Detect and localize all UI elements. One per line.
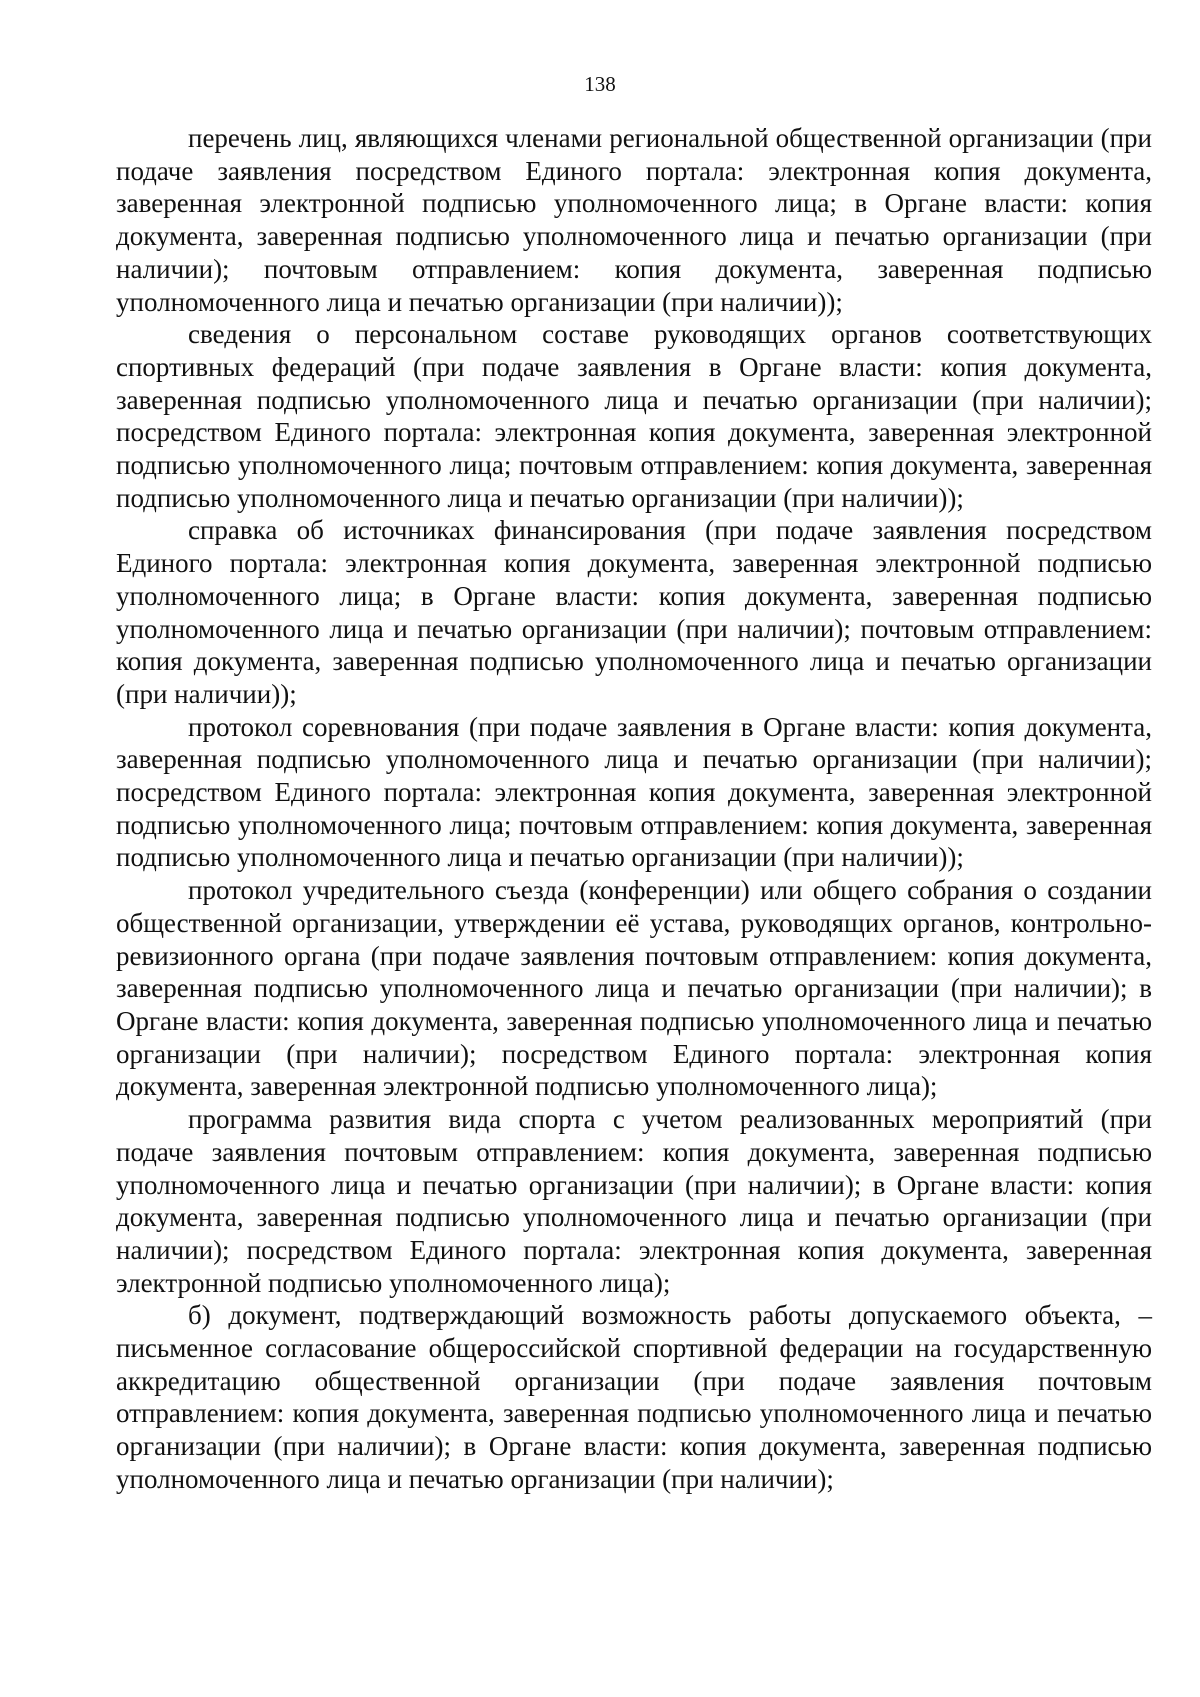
- paragraph-founding-protocol: протокол учредительного съезда (конференции) или общего собрания о создании общественной организации, утверждении её устава, руководящих органов, контрольно-ревизионного органа (при подаче заявления почтовым отправлением: копия документа, заверенная подписью уполномоченного лица и печатью организации (при наличии); в Органе власти: копия документа, заверенная подписью уполномоченного лица и печатью организации (при наличии); посредством Единого портала: электронная копия документа, заверенная электронной подписью уполномоченного лица);: [116, 875, 1152, 1102]
- paragraph-competition-protocol: протокол соревнования (при подаче заявления в Органе власти: копия документа, заверенная подписью уполномоченного лица и печатью организации (при наличии); посредством Единого портала: электронная копия документа, заверенная электронной подписью уполномоченного лица; почтовым отправлением: копия документа, заверенная подписью уполномоченного лица и печатью организации (при наличии));: [116, 711, 1152, 873]
- paragraph-governing-bodies: сведения о персональном составе руководящих органов соответствующих спортивных федераций (при подаче заявления в Органе власти: копия документа, заверенная подписью уполномоченного лица и печатью организации (при наличии); посредством Единого портала: электронная копия документа, заверенная электронной подписью уполномоченного лица; почтовым отправлением: копия документа, заверенная подписью уполномоченного лица и печатью организации (при наличии));: [116, 319, 1152, 513]
- paragraph-member-list: перечень лиц, являющихся членами региональной общественной организации (при подаче заявления посредством Единого портала: электронная копия документа, заверенная электронной подписью уполномоченного лица; в Органе власти: копия документа, заверенная подписью уполномоченного лица и печатью организации (при наличии); почтовым отправлением: копия документа, заверенная подписью уполномоченного лица и печатью организации (при наличии));: [116, 123, 1152, 317]
- page-number: 138: [584, 72, 616, 96]
- paragraph-federation-approval: б) документ, подтверждающий возможность работы допускаемого объекта, – письменное согласование общероссийской спортивной федерации на государственную аккредитацию общественной организации (при подаче заявления почтовым отправлением: копия документа, заверенная подписью уполномоченного лица и печатью организации (при наличии); в Органе власти: копия документа, заверенная подписью уполномоченного лица и печатью организации (при наличии);: [116, 1300, 1152, 1494]
- paragraph-development-program: программа развития вида спорта с учетом реализованных мероприятий (при подаче заявления почтовым отправлением: копия документа, заверенная подписью уполномоченного лица и печатью организации (при наличии); в Органе власти: копия документа, заверенная подписью уполномоченного лица и печатью организации (при наличии); посредством Единого портала: электронная копия документа, заверенная электронной подписью уполномоченного лица);: [116, 1104, 1152, 1298]
- document-body: [116, 122, 1152, 1496]
- paragraph-funding-sources: справка об источниках финансирования (при подаче заявления посредством Единого портала: электронная копия документа, заверенная электронной подписью уполномоченного лица; в Органе власти: копия документа, заверенная подписью уполномоченного лица и печатью организации (при наличии); почтовым отправлением: копия документа, заверенная подписью уполномоченного лица и печатью организации (при наличии));: [116, 515, 1152, 709]
